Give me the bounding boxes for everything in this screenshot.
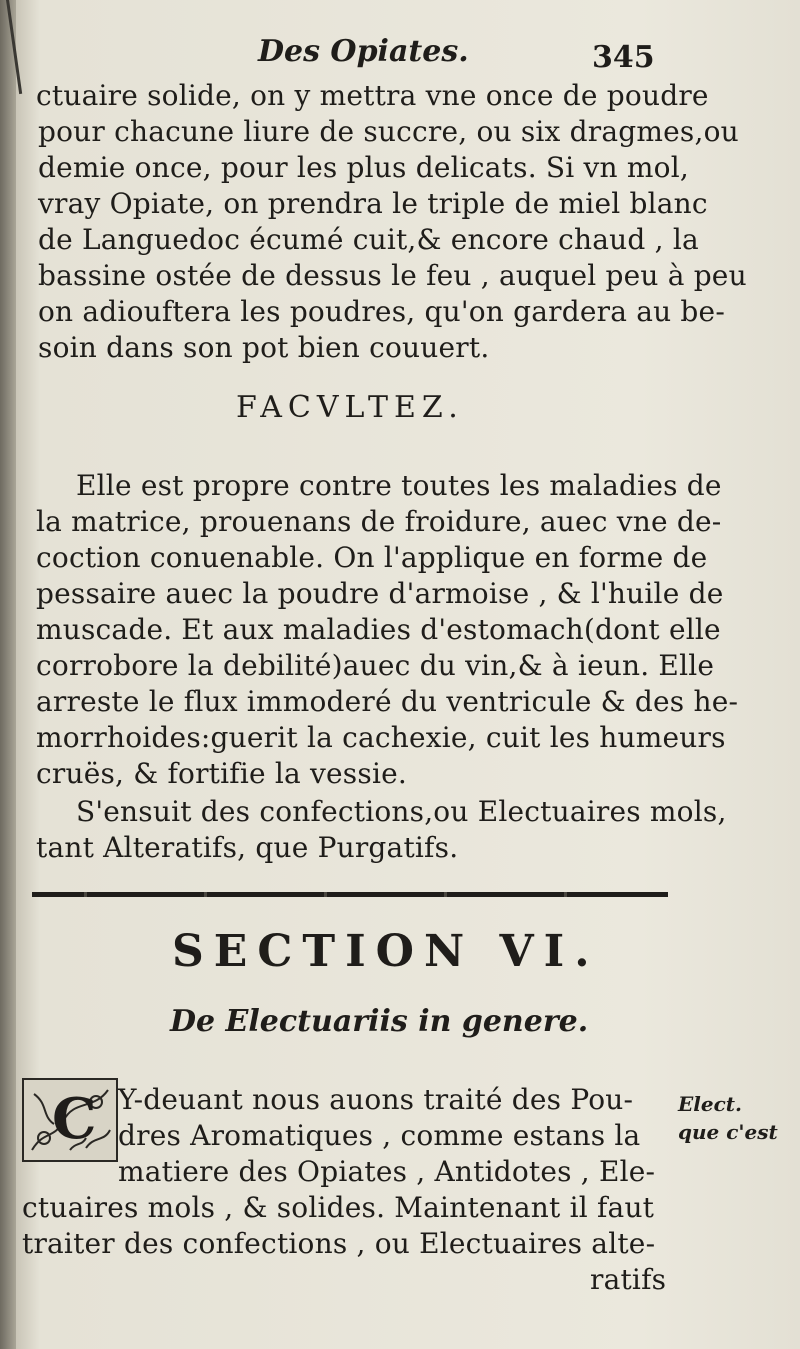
text-line: S'ensuit des confections,ou Electuaires mols, [76,795,727,828]
drop-cap-letter: C [52,1086,97,1152]
running-header-title: Des Opiates. [258,34,469,69]
text-line: vray Opiate, on prendra le triple de miel blanc [38,187,708,220]
text-line: on adiouftera les poudres, qu'on gardera au be- [38,295,725,328]
text-line: ctuaires mols , & solides. Maintenant il faut [22,1191,655,1224]
text-line: Elle est propre contre toutes les maladies de [76,469,722,502]
text-line: pessaire auec la poudre d'armoise , & l'huile de [36,577,724,610]
text-line: morrhoides:guerit la cachexie, cuit les humeurs [36,721,726,754]
section-title: SECTION VI. [172,926,600,977]
section-divider-rule [32,892,668,897]
catchword: ratifs [590,1263,667,1296]
margin-note-line: que c'est [678,1120,778,1144]
text-line: pour chacune liure de succre, ou six dragmes,ou [38,115,739,148]
text-line: muscade. Et aux maladies d'estomach(dont elle [36,613,721,646]
text-line: coction conuenable. On l'applique en forme de [36,541,708,574]
text-line: bassine ostée de dessus le feu , auquel peu à peu [38,259,747,292]
text-line: Y-deuant nous auons traité des Pou- [118,1083,634,1116]
text-line: traiter des confections , ou Electuaires alte- [22,1227,656,1260]
text-line: tant Alteratifs, que Purgatifs. [36,831,459,864]
text-line: soin dans son pot bien couuert. [38,331,490,364]
text-line: corrobore la debilité)auec du vin,& à ieun. Elle [36,649,715,682]
text-line: demie once, pour les plus delicats. Si vn mol, [38,151,689,184]
text-line: dres Aromatiques , comme estans la [118,1119,641,1152]
page-number: 345 [592,40,655,75]
text-line: cruës, & fortifie la vessie. [36,757,407,790]
text-line: ctuaire solide, on y mettra vne once de poudre [36,79,709,112]
margin-note-line: Elect. [678,1092,742,1116]
facultez-heading: FACVLTEZ. [236,390,464,425]
text-line: arreste le flux immoderé du ventricule & des he- [36,685,739,718]
section-subtitle: De Electuariis in genere. [170,1004,589,1039]
ornamental-drop-cap [22,1078,118,1162]
text-line: de Languedoc écumé cuit,& encore chaud , la [38,223,699,256]
text-line: matiere des Opiates , Antidotes , Ele- [118,1155,656,1188]
text-line: la matrice, prouenans de froidure, auec vne de- [36,505,722,538]
